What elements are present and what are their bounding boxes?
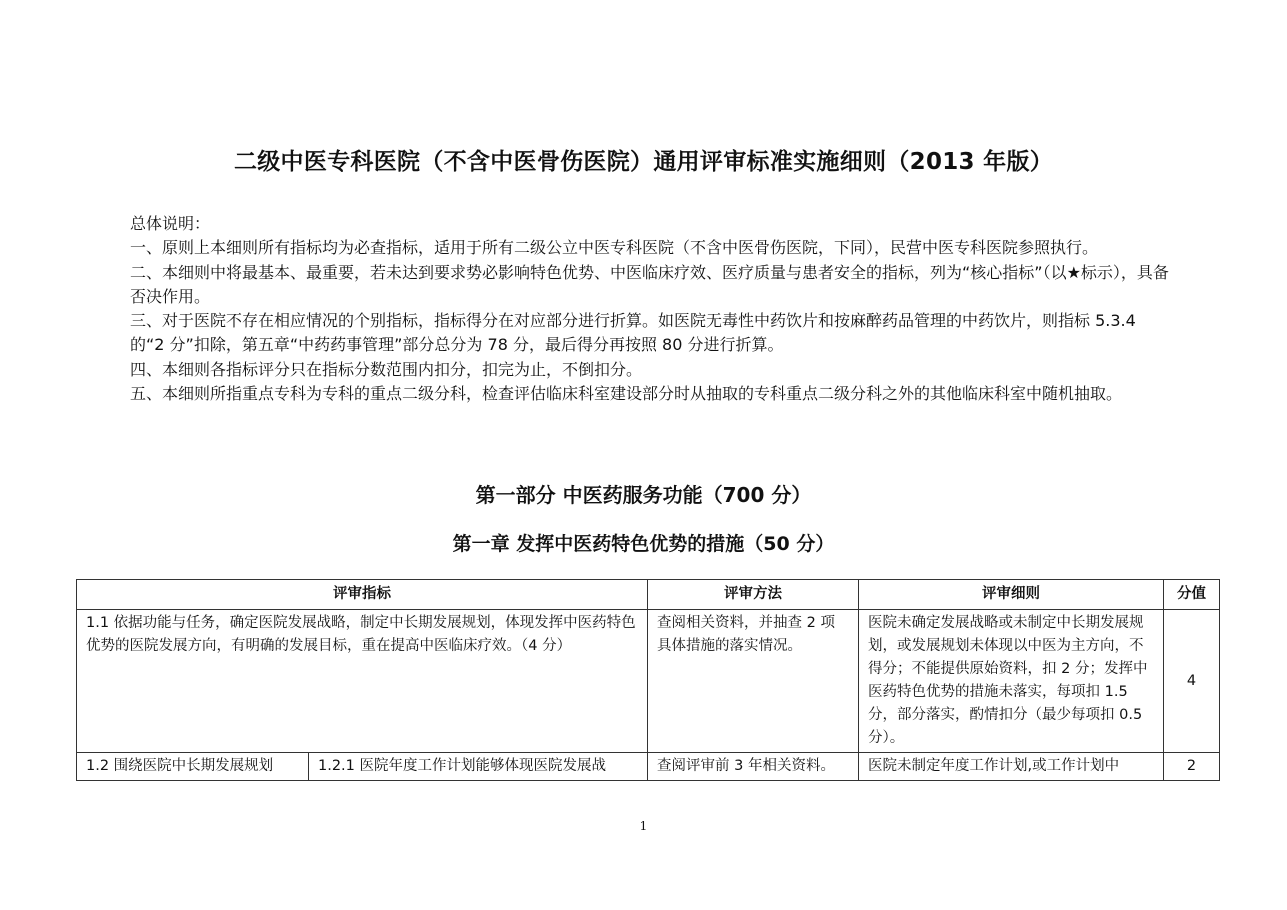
- method-cell: 查阅相关资料，并抽查 2 项具体措施的落实情况。: [648, 610, 859, 753]
- criteria-table: [76, 579, 1220, 781]
- rules-cell: 医院未制定年度工作计划,或工作计划中: [859, 753, 1164, 781]
- header-method: 评审方法: [648, 580, 859, 610]
- table-row: [77, 610, 1220, 753]
- document-title: 二级中医专科医院（不含中医骨伤医院）通用评审标准实施细则（2013 年版）: [233, 149, 1054, 175]
- page-number: 1: [639, 819, 648, 833]
- sub-indicator-cell: 1.2.1 医院年度工作计划能够体现医院发展战: [309, 753, 648, 781]
- chapter-title: 第一章 发挥中医药特色优势的措施（50 分）: [452, 533, 835, 555]
- part-title: 第一部分 中医药服务功能（700 分）: [475, 483, 812, 507]
- note-paragraph-3: 三、对于医院不存在相应情况的个别指标，指标得分在对应部分进行折算。如医院无毒性中药饮片和按麻醉药品管理的中药饮片，则指标 5.3.4 的“2 分”扣除，第五章“中药药事管理”部分总分为 78 分，最后得分再按照 80 分进行折算。: [130, 311, 1136, 355]
- header-rules: 评审细则: [859, 580, 1164, 610]
- method-cell: 查阅评审前 3 年相关资料。: [648, 753, 859, 781]
- general-notes: [130, 212, 1170, 406]
- indicator-cell: 1.1 依据功能与任务，确定医院发展战略，制定中长期发展规划，体现发挥中医药特色优势的医院发展方向，有明确的发展目标，重在提高中医临床疗效。（4 分）: [77, 610, 648, 753]
- score-cell: 2: [1164, 753, 1220, 781]
- table-header-row: [77, 580, 1220, 610]
- note-paragraph-2: 二、本细则中将最基本、最重要，若未达到要求势必影响特色优势、中医临床疗效、医疗质量与患者安全的指标，列为“核心指标”（以★标示），具备否决作用。: [130, 262, 1169, 306]
- indicator-cell: 1.2 围绕医院中长期发展规划: [77, 753, 309, 781]
- rules-cell: 医院未确定发展战略或未制定中长期发展规划，或发展规划未体现以中医为主方向，不得分；不能提供原始资料，扣 2 分；发挥中医药特色优势的措施未落实，每项扣 1.5 分，部分落实，酌情扣分（最少每项扣 0.5 分）。: [859, 610, 1164, 753]
- score-cell: 4: [1164, 610, 1220, 753]
- note-paragraph-5: 五、本细则所指重点专科为专科的重点二级分科，检查评估临床科室建设部分时从抽取的专科重点二级分科之外的其他临床科室中随机抽取。: [130, 384, 1123, 404]
- table-row: [77, 753, 1220, 781]
- notes-heading: 总体说明：: [130, 214, 211, 233]
- note-paragraph-4: 四、本细则各指标评分只在指标分数范围内扣分，扣完为止，不倒扣分。: [130, 359, 643, 379]
- note-paragraph-1: 一、原则上本细则所有指标均为必查指标，适用于所有二级公立中医专科医院（不含中医骨伤医院，下同），民营中医专科医院参照执行。: [130, 238, 1099, 258]
- header-indicator: 评审指标: [77, 580, 648, 610]
- header-score: 分值: [1164, 580, 1220, 610]
